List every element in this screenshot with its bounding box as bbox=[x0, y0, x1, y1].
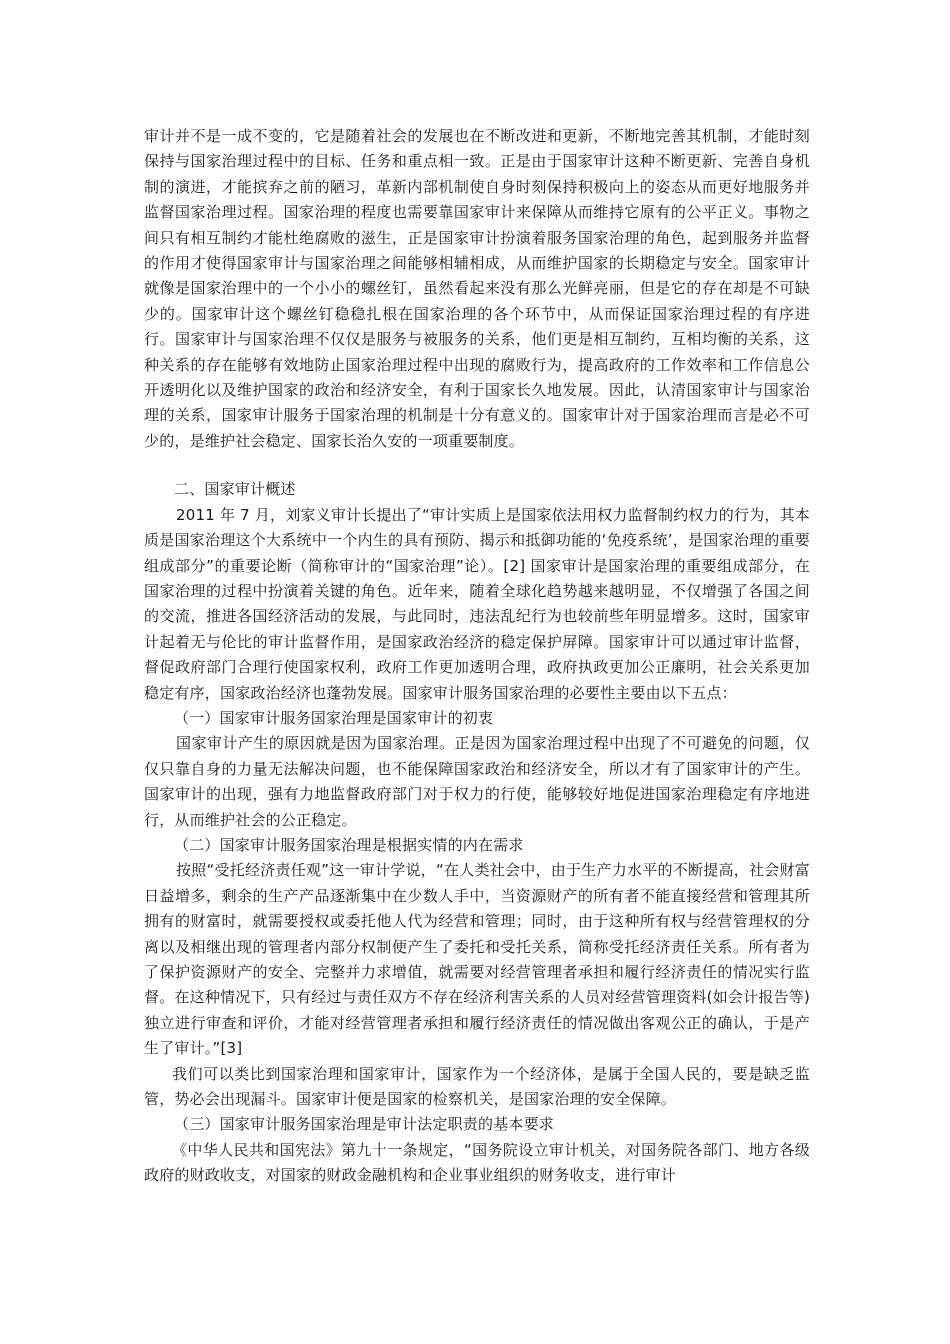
paragraph-subsection-3: 《中华人民共和国宪法》第九十一条规定，“国务院设立审计机关，对国务院各部门、地方各级政府的财政收支，对国家的财政金融机构和企业事业组织的财务收支，进行审计 bbox=[144, 1140, 810, 1185]
subsection-heading-3: （三）国家审计服务国家治理是审计法定职责的基本要求 bbox=[174, 1115, 555, 1134]
paragraph-audit-overview: 2011 年 7 月，刘家义审计长提出了“审计实质上是国家依法用权力监督制约权力的行为，其本质是国家治理这个大系统中一个内生的具有预防、揭示和抵御功能的‘免疫系统’，是国家治理的重要组成部分”的重要论断（简称审计的“国家治理”论）。[2] 国家审计是国家治理的重要组成部分，在国家治理的过程中扮演着关键的角色。近年来，随着全球化趋势越来越明显，不仅增强了各国之间的交流，推进各国经济活动的发展，与此同时，违法乱纪行为也较前些年明显增多。这时，国家审计起着无与伦比的审计监督作用，是国家政治经济的稳定保护屏障。国家审计可以通过审计监督，督促政府部门合理行使国家权利，政府工作更加透明合理，政府执政更加公正廉明，社会关系更加稳定有序，国家政治经济也蓬勃发展。国家审计服务国家治理的必要性主要由以下五点： bbox=[144, 505, 810, 702]
subsection-heading-2: （二）国家审计服务国家治理是根据实情的内在需求 bbox=[174, 835, 524, 854]
subsection-heading-1: （一）国家审计服务国家治理是国家审计的初衷 bbox=[174, 708, 494, 727]
paragraph-gap bbox=[144, 454, 810, 477]
section-heading-audit-overview: 二、国家审计概述 bbox=[174, 480, 296, 499]
paragraph-audit-mechanism: 审计并不是一成不变的，它是随着社会的发展也在不断改进和更新，不断地完善其机制，才能时刻保持与国家治理过程中的目标、任务和重点相一致。正是由于国家审计这种不断更新、完善自身机制的演进，才能摈弃之前的陋习，革新内部机制使自身时刻保持积极向上的姿态从而更好地服务并监督国家治理过程。国家治理的程度也需要靠国家审计来保障从而维持它原有的公平正义。事物之间只有相互制约才能杜绝腐败的滋生，正是国家审计扮演着服务国家治理的角色，起到服务并监督的作用才使得国家审计与国家治理之间能够相辅相成，从而维护国家的长期稳定与安全。国家审计就像是国家治理中的一个小小的螺丝钉，虽然看起来没有那么光鲜亮丽，但是它的存在却是不可缺少的。国家审计这个螺丝钉稳稳扎根在国家治理的各个环节中，从而保证国家治理过程的有序进行。国家审计与国家治理不仅仅是服务与被服务的关系，他们更是相互制约，互相均衡的关系，这种关系的存在能够有效地防止国家治理过程中出现的腐败行为，提高政府的工作效率和工作信息公开透明化以及维护国家的政治和经济安全，有利于国家长久地发展。因此，认清国家审计与国家治理的关系，国家审计服务于国家治理的机制是十分有意义的。国家审计对于国家治理而言是必不可少的，是维护社会稳定、国家长治久安的一项重要制度。 bbox=[144, 127, 810, 450]
paragraph-subsection-2-analogy: 我们可以类比到国家治理和国家审计，国家作为一个经济体，是属于全国人民的，要是缺乏监管，势必会出现漏斗。国家审计便是国家的检察机关，是国家治理的安全保障。 bbox=[144, 1064, 810, 1109]
paragraph-subsection-2-quote: 按照“受托经济责任观”这一审计学说，“在人类社会中，由于生产力水平的不断提高，社会财富日益增多，剩余的生产产品逐渐集中在少数人手中，当资源财产的所有者不能直接经营和管理其所拥有的财富时，就需要授权或委托他人代为经营和管理；同时，由于这种所有权与经营管理权的分离以及相继出现的管理者内部分权制便产生了委托和受托关系，简称受托经济责任关系。所有者为了保护资源财产的安全、完整并力求增值，就需要对经营管理者承担和履行经济责任的情况实行监督。在这种情况下，只有经过与责任双方不存在经济利害关系的人员对经营管理资料(如会计报告等)独立进行审查和评价，才能对经营管理者承担和履行经济责任的情况做出客观公正的确认，于是产生了审计。”[3] bbox=[144, 861, 810, 1058]
paragraph-subsection-1: 国家审计产生的原因就是因为国家治理。正是因为国家治理过程中出现了不可避免的问题，仅仅只靠自身的力量无法解决问题，也不能保障国家政治和经济安全，所以才有了国家审计的产生。国家审计的出现，强有力地监督政府部门对于权力的行使，能够较好地促进国家治理稳定有序地进行，从而维护社会的公正稳定。 bbox=[144, 734, 810, 829]
document-page bbox=[144, 124, 810, 1189]
